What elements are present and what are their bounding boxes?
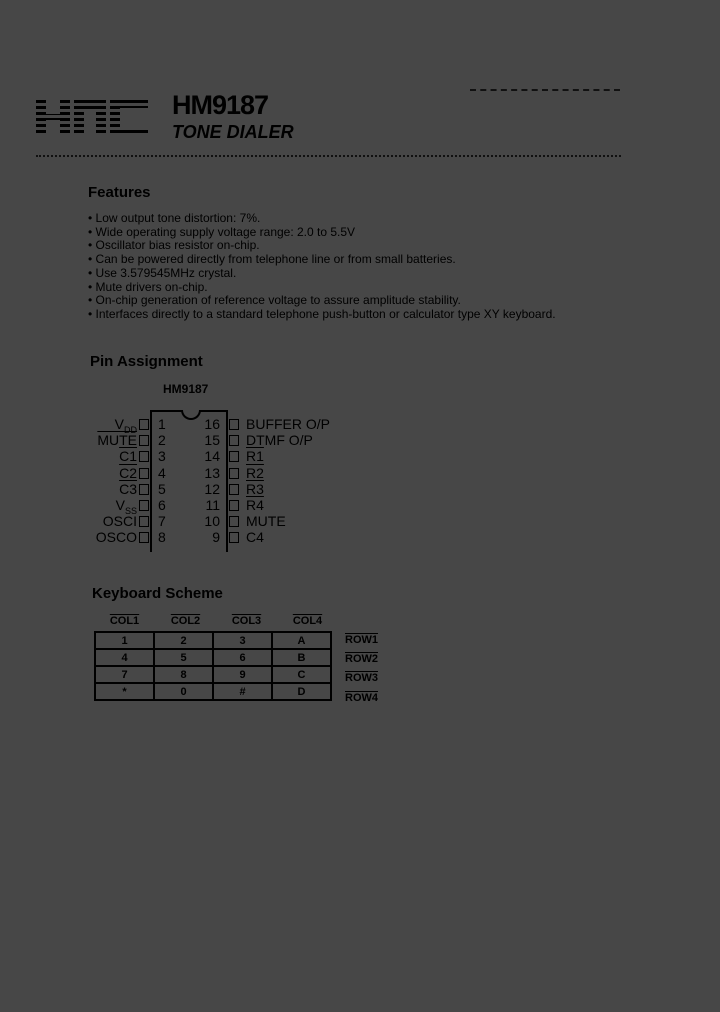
key-cell: 3 [213,632,272,649]
pin-label: OSCI [102,513,137,530]
pin-square [139,532,149,543]
chip-notch [181,410,201,420]
pin-square [229,484,239,495]
key-cell: 4 [95,649,154,666]
pin-square [229,468,239,479]
feature-item: • Mute drivers on-chip. [88,281,556,295]
pin-square [229,435,239,446]
keyboard-table [94,631,332,701]
pin-label: MUTE [97,432,137,449]
pin-assignment-heading: Pin Assignment [90,353,203,370]
pin-square [229,419,239,430]
features-list [88,212,556,322]
key-cell: 9 [213,666,272,683]
pin-label: C4 [246,529,264,546]
pin-label: $V_{DD}$ [114,416,137,435]
feature-item: • Can be powered directly from telephone line or from small batteries. [88,253,556,267]
pin-square [139,419,149,430]
pin-label: $V_{SS}$ [115,497,137,516]
pin-label: R4 [246,497,264,513]
key-cell: 7 [95,666,154,683]
key-cell: * [95,683,154,700]
row-header: ROW1 [345,634,378,646]
pin-number: 6 [158,497,166,513]
feature-item: • Use 3.579545MHz crystal. [88,267,556,281]
pin-square [229,451,239,462]
pin-square [229,500,239,511]
row-header: ROW4 [345,692,378,704]
feature-item: • Oscillator bias resistor on-chip. [88,239,556,253]
pin-label: MUTE [246,513,286,530]
pin-label: C3 [119,480,137,497]
part-description: TONE DIALER [172,122,294,142]
pin-label: C1 [119,448,137,465]
pin-number: 15 [204,432,220,449]
pin-square [139,500,149,511]
pin-number: 7 [158,513,166,530]
pin-number: 10 [204,513,220,530]
table-row [95,666,331,683]
pin-square [139,435,149,446]
key-cell: 8 [154,666,213,683]
pin-number: 13 [204,464,220,481]
pin-square [229,516,239,527]
key-cell: 6 [213,649,272,666]
pin-label: R2 [246,464,264,481]
pin-number: 5 [158,480,166,497]
pin-label: C2 [119,464,137,481]
pin-label: BUFFER O/P [246,416,331,432]
key-cell: # [213,683,272,700]
table-row [95,683,331,700]
key-cell: 5 [154,649,213,666]
feature-item: • Wide operating supply voltage range: 2.0 to 5.5V [88,226,556,240]
pin-number: 1 [158,416,166,432]
key-cell: A [272,632,331,649]
feature-item: • Low output tone distortion: 7%. [88,212,556,226]
pin-number: 16 [204,416,220,432]
pin-number: 4 [158,464,166,481]
feature-item: • Interfaces directly to a standard telephone push-button or calculator type XY keyboard. [88,308,556,322]
table-row [95,632,331,649]
key-cell: 1 [95,632,154,649]
key-cell: 0 [154,683,213,700]
features-heading: Features [88,184,151,201]
header-rule [470,89,620,91]
key-cell: B [272,649,331,666]
row-header: ROW2 [345,653,378,665]
pin-label: R3 [246,480,264,497]
key-cell: D [272,683,331,700]
pin-square [229,532,239,543]
pin-number: 8 [158,529,166,546]
column-header: COL4 [292,615,323,627]
pin-number: 3 [158,448,166,465]
row-header: ROW3 [345,672,378,684]
divider [36,155,621,157]
column-header: COL2 [170,615,201,627]
part-number: HM9187 [172,90,269,120]
pin-label-subscript: SS [124,505,137,516]
pin-label: DTMF O/P [246,432,313,449]
pin-square [139,516,149,527]
pin-number: 11 [205,497,220,513]
pin-square [139,451,149,462]
column-header: COL1 [109,615,140,627]
column-header: COL3 [231,615,262,627]
pin-number: 12 [204,480,220,497]
feature-item: • On-chip generation of reference voltage to assure amplitude stability. [88,294,556,308]
keyboard-heading: Keyboard Scheme [92,585,223,602]
pin-number: 14 [204,448,220,465]
chip-label: HM9187 [163,382,209,396]
key-cell: C [272,666,331,683]
hmc-logo [36,100,148,136]
pin-number: 2 [158,432,166,449]
pin-label: R1 [246,448,264,465]
pin-label: OSCO [95,529,137,546]
pin-number: 9 [212,529,220,546]
key-cell: 2 [154,632,213,649]
pin-label-subscript: DD [124,424,137,435]
pin-square [139,484,149,495]
table-row [95,649,331,666]
pin-square [139,468,149,479]
